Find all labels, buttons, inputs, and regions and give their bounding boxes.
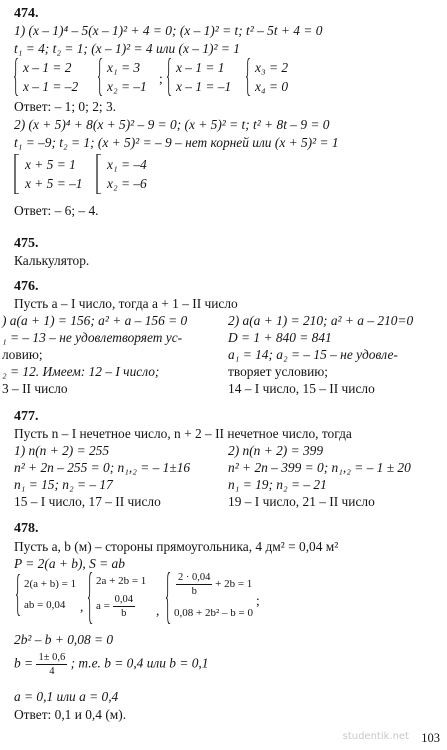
problem-476-left-3: ловию; xyxy=(2,347,43,362)
set-2 xyxy=(96,154,164,194)
problem-477-right-4: 19 – I число, 21 – II число xyxy=(228,494,375,509)
numerator: 2 · 0,04 xyxy=(178,572,211,583)
system-3-row-2: x – 1 = –1 xyxy=(176,79,232,94)
problem-476-left-1: ) a(a + 1) = 156; a² + a – 156 = 0 xyxy=(2,313,188,328)
problem-477-left-2: n² + 2n – 255 = 0; n₁,₂ = – 1±16 xyxy=(14,460,191,475)
square-bracket-icon xyxy=(14,154,20,194)
problem-474-line-3: 2) (x + 5)⁴ + 8(x + 5)² – 9 = 0; (x + 5)² = t; t² + 8t – 9 = 0 xyxy=(14,117,330,132)
page-number: 103 xyxy=(421,730,440,745)
system-4 xyxy=(246,58,306,96)
system-1-row-2: x – 1 = –2 xyxy=(23,79,79,94)
system-c-tail: + 2b = 1 xyxy=(215,578,253,591)
problem-474-number: 474. xyxy=(14,6,39,21)
b-tail: ; т.е. b = 0,4 или b = 0,1 xyxy=(70,655,209,671)
system-2-row-1: x₁ = 3 xyxy=(107,60,141,75)
curly-brace-icon xyxy=(16,574,21,616)
problem-474-line-4: t₁ = –9; t₂ = 1; (x + 5)² = – 9 – нет корней или (x + 5)² = 1 xyxy=(14,135,339,150)
problem-478-a-line: a = 0,1 или a = 0,4 xyxy=(14,689,119,704)
set-2-row-2: x₂ = –6 xyxy=(107,176,147,191)
semicolon: ; xyxy=(159,71,163,86)
problem-477-left-3: n₁ = 15; n₂ = – 17 xyxy=(14,477,113,492)
system-4-row-2: x₄ = 0 xyxy=(255,79,289,94)
problem-476-right-4: творяет условию; xyxy=(228,364,329,379)
comma: , xyxy=(156,603,160,618)
problem-478-number: 478. xyxy=(14,521,39,536)
curly-brace-icon xyxy=(14,58,19,96)
system-4-row-1: x₃ = 2 xyxy=(255,60,289,75)
problem-477-right-3: n₁ = 19; n₂ = – 21 xyxy=(228,477,327,492)
system-c-row-2: 0,08 + 2b² – b = 0 xyxy=(174,607,253,619)
problem-477-left-1: 1) n(n + 2) = 255 xyxy=(14,443,110,458)
problem-478-intro: Пусть a, b (м) – стороны прямоугольника, 4 дм² = 0,04 м² xyxy=(14,539,339,554)
set-2-row-1: x₁ = –4 xyxy=(107,157,147,172)
problem-476-right-5: 14 – I число, 15 – II число xyxy=(228,381,375,396)
set-1-row-2: x + 5 = –1 xyxy=(25,176,83,191)
fraction xyxy=(36,652,67,677)
problem-475-text: Калькулятор. xyxy=(14,253,90,268)
problem-476-intro: Пусть a – I число, тогда a + 1 – II число xyxy=(14,296,238,311)
system-c-row-1 xyxy=(176,572,252,597)
system-b-a-label: a = xyxy=(96,600,110,613)
curly-brace-icon xyxy=(246,58,251,96)
system-a-row-2: ab = 0,04 xyxy=(24,599,66,611)
problem-477-left-4: 15 – I число, 17 – II число xyxy=(14,494,161,509)
semicolon: ; xyxy=(256,593,260,608)
problem-475-number: 475. xyxy=(14,236,39,251)
answer-478: Ответ: 0,1 и 0,4 (м). xyxy=(14,707,127,722)
problem-476-left-4: ₂ = 12. Имеем: 12 – I число; xyxy=(2,364,160,379)
answer-474-1: Ответ: – 1; 0; 2; 3. xyxy=(14,99,117,114)
problem-478-equation: 2b² – b + 0,08 = 0 xyxy=(14,632,114,647)
problem-477-right-1: 2) n(n + 2) = 399 xyxy=(228,443,324,458)
system-1-row-1: x – 1 = 2 xyxy=(23,60,72,75)
problem-476-right-1: 2) a(a + 1) = 210; a² + a – 210=0 xyxy=(228,313,414,328)
denominator: 4 xyxy=(49,666,55,677)
problem-476-left-2: ₁ = – 13 – не удовлетворяет ус- xyxy=(2,330,183,345)
set-1 xyxy=(14,154,102,194)
problem-476-right-3: a₁ = 14; a₂ = – 15 – не удовле- xyxy=(228,347,398,362)
fraction xyxy=(113,594,135,619)
system-b xyxy=(88,572,160,624)
curly-brace-icon xyxy=(88,572,93,624)
problem-477-number: 477. xyxy=(14,409,39,424)
system-2 xyxy=(98,58,158,96)
curly-brace-icon xyxy=(167,58,172,96)
b-label: b = xyxy=(14,655,34,671)
system-2-row-2: x₂ = –1 xyxy=(107,79,147,94)
problem-476-right-2: D = 1 + 840 = 841 xyxy=(228,330,332,345)
denominator: b xyxy=(121,608,127,619)
problem-478-b-line xyxy=(14,652,208,677)
numerator: 1± 0,6 xyxy=(38,652,66,663)
problem-474-line-1: 1) (x – 1)⁴ – 5(x – 1)² + 4 = 0; (x – 1)² = t; t² – 5t + 4 = 0 xyxy=(14,23,323,38)
system-1 xyxy=(14,58,98,96)
set-1-row-1: x + 5 = 1 xyxy=(25,157,76,172)
system-b-row-1: 2a + 2b = 1 xyxy=(96,575,147,587)
comma: , xyxy=(80,599,84,614)
system-a xyxy=(16,574,82,616)
curly-brace-icon xyxy=(166,572,171,624)
problem-474-line-2: t₁ = 4; t₂ = 1; (x – 1)² = 4 или (x – 1)² = 1 xyxy=(14,41,240,56)
problem-476-number: 476. xyxy=(14,279,39,294)
system-a-row-1: 2(a + b) = 1 xyxy=(24,578,77,590)
problem-477-right-2: n² + 2n – 399 = 0; n₁,₂ = – 1 ± 20 xyxy=(228,460,411,475)
system-c xyxy=(166,572,266,624)
watermark: studentik.net xyxy=(342,731,409,742)
problem-477-intro: Пусть n – I нечетное число, n + 2 – II нечетное число, тогда xyxy=(14,426,352,441)
fraction xyxy=(176,572,212,597)
denominator: b xyxy=(191,586,197,597)
curly-brace-icon xyxy=(98,58,103,96)
system-3-row-1: x – 1 = 1 xyxy=(176,60,225,75)
system-3 xyxy=(167,58,245,96)
problem-478-formulas: P = 2(a + b), S = ab xyxy=(14,556,125,571)
problem-476-left-5: 3 – II число xyxy=(2,381,68,396)
answer-474-2: Ответ: – 6; – 4. xyxy=(14,203,99,218)
system-b-row-2 xyxy=(96,594,135,619)
square-bracket-icon xyxy=(96,154,102,194)
numerator: 0,04 xyxy=(114,594,133,605)
